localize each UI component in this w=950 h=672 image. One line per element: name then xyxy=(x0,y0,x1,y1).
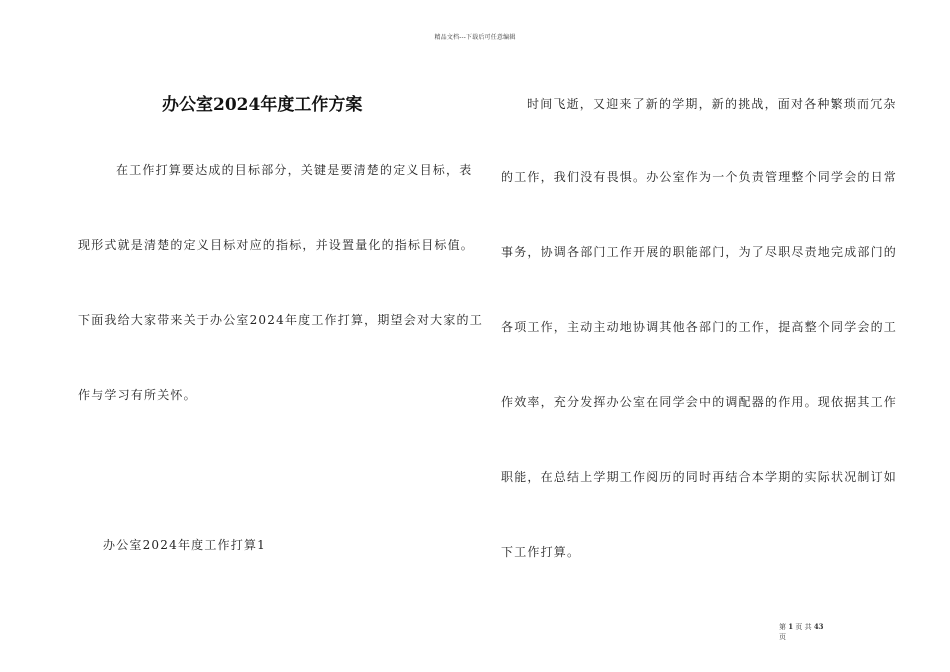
left-paragraph-line: 现形式就是清楚的定义目标对应的指标，并设置量化的指标目标值。 xyxy=(78,238,475,252)
right-paragraph-line: 时间飞逝，又迎来了新的学期，新的挑战，面对各种繁琐而冗杂 xyxy=(527,97,897,111)
left-paragraph-line: 在工作打算要达成的目标部分，关键是要清楚的定义目标，表 xyxy=(116,163,473,177)
right-paragraph-line: 各项工作，主动主动地协调其他各部门的工作，提高整个同学会的工 xyxy=(501,320,898,334)
page-mid: 页 共 xyxy=(795,623,812,631)
page-header-note: 精品文档---下载后可任意编辑 xyxy=(434,34,516,41)
left-paragraph-line: 下面我给大家带来关于办公室2024年度工作打算，期望会对大家的工 xyxy=(78,313,483,327)
page-prefix: 第 xyxy=(779,623,786,631)
right-paragraph-line: 的工作，我们没有畏惧。办公室作为一个负责管理整个同学会的日常 xyxy=(501,170,898,184)
left-paragraph-line: 作与学习有所关怀。 xyxy=(78,388,197,402)
page-footer xyxy=(779,622,824,642)
current-page-number: 1 xyxy=(788,622,794,631)
page-suffix: 页 xyxy=(779,633,786,641)
document-title: 办公室2024年度工作方案 xyxy=(162,95,363,115)
right-paragraph-line: 事务，协调各部门工作开展的职能部门，为了尽职尽责地完成部门的 xyxy=(501,245,898,259)
total-pages-number: 43 xyxy=(813,622,824,631)
right-paragraph-line: 职能，在总结上学期工作阅历的同时再结合本学期的实际状况制订如 xyxy=(501,470,898,484)
right-paragraph-line: 下工作打算。 xyxy=(501,545,581,559)
section-heading: 办公室2024年度工作打算1 xyxy=(103,538,266,552)
right-paragraph-line: 作效率，充分发挥办公室在同学会中的调配器的作用。现依据其工作 xyxy=(501,395,898,409)
